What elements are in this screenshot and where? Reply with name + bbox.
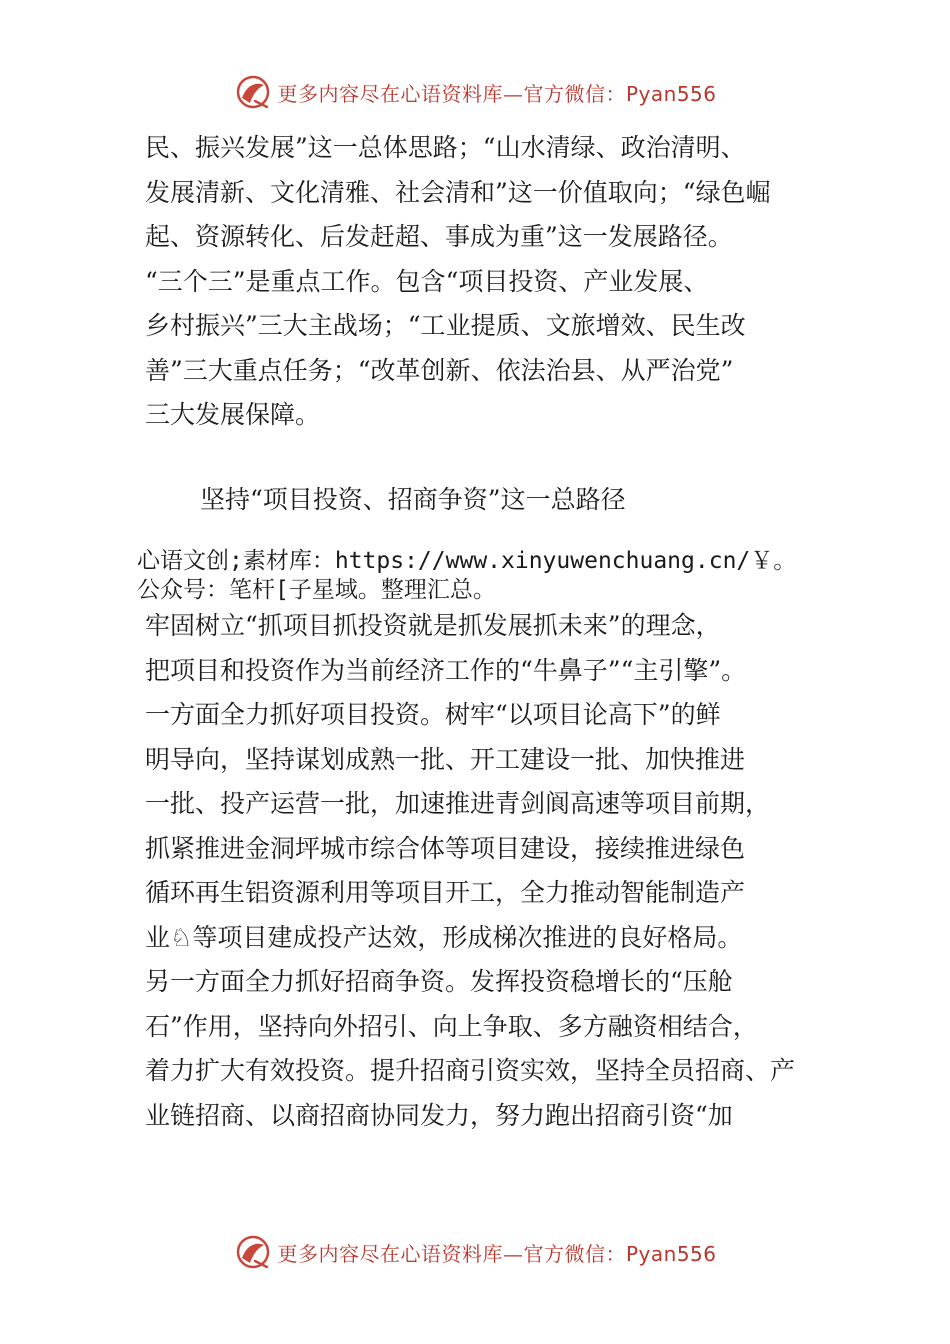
text-line: 业♘等项目建成投产达效，形成梯次推进的良好格局。 [145,922,743,952]
text-line: 把项目和投资作为当前经济工作的“牛鼻子”“主引擎”。 [145,655,747,685]
text-line: 循环再生铝资源利用等项目开工，全力推动智能制造产 [145,878,746,907]
text-line: 发展清新、文化清雅、社会清和”这一价值取向；“绿色崛 [145,177,771,207]
text-line: 着力扩大有效投资。提升招商引资实效，坚持全员招商、产 [145,1056,796,1085]
section-heading: 坚持“项目投资、招商争资”这一总路径 [200,485,626,514]
banner-text: 更多内容尽在心语资料库—官方微信：Pyan556 [277,1241,717,1266]
text-line: 善”三大重点任务；“改革创新、依法治县、从严治党” [145,355,734,385]
text-line: 起、资源转化、后发赶超、事成为重”这一发展路径。 [145,222,733,251]
text-line: 业链招商、以商招商协同发力，努力跑出招商引资“加 [145,1100,733,1130]
source-line: 公众号：笔杆[子星域。整理汇总。 [137,577,496,603]
text-line: “三个三”是重点工作。包含“项目投资、产业发展、 [145,266,709,296]
text-line: 牢固树立“抓项目抓投资就是抓发展抓未来”的理念， [145,611,721,640]
text-line: 一方面全力抓好项目投资。树牢“以项目论高下”的鲜 [145,700,721,729]
logo-icon [233,72,273,112]
text-line: 另一方面全力抓好招商争资。发挥投资稳增长的“压舱 [145,967,733,996]
wechat-account: Pyan556 [625,1241,717,1266]
text-line: 石”作用，坚持向外招引、向上争取、多方融资相结合， [145,1011,758,1041]
source-note [137,547,837,605]
text-line: 明导向，坚持谋划成熟一批、开工建设一批、加快推进 [145,744,746,774]
header-banner [0,70,950,114]
paragraph-2 [145,604,835,1138]
logo-icon [233,1232,273,1272]
banner-text: 更多内容尽在心语资料库—官方微信：Pyan556 [277,81,717,106]
wechat-account: Pyan556 [625,81,717,106]
paragraph-1 [145,126,835,438]
text-line: 三大发展保障。 [145,400,321,429]
source-line: 心语文创;素材库：https://www.xinyuwenchuang.cn/￥。 [137,548,797,574]
text-line: 抓紧推进金洞坪城市综合体等项目建设，接续推进绿色 [145,833,746,863]
text-line: 一批、投产运营一批，加速推进青剑阆高速等项目前期， [145,789,771,818]
text-line: 乡村振兴”三大主战场；“工业提质、文旅增效、民生改 [145,311,746,340]
text-line: 民、振兴发展”这一总体思路；“山水清绿、政治清明、 [145,133,746,162]
footer-banner [0,1230,950,1274]
